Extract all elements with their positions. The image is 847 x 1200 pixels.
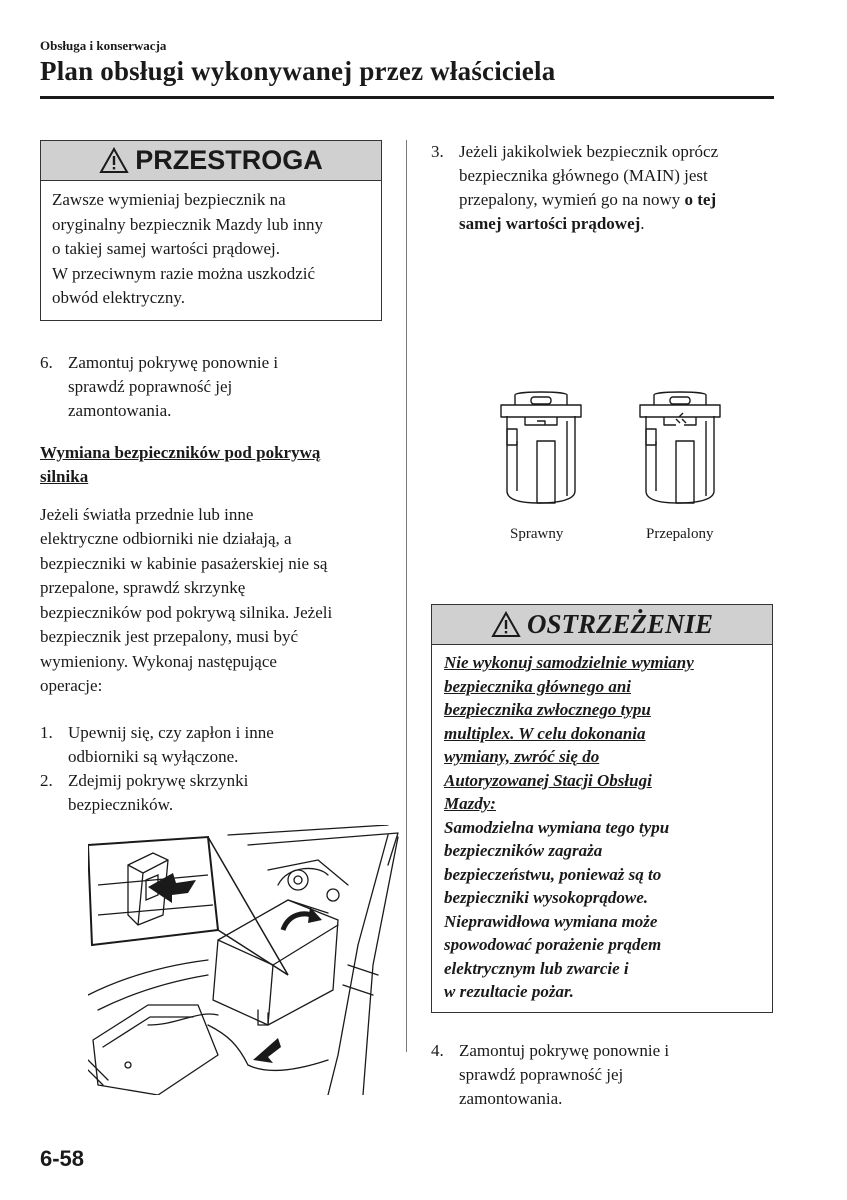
step-line: zamontowania.: [459, 1088, 563, 1108]
warning-triangle-icon: [99, 147, 129, 174]
step-number: 4.: [431, 1040, 444, 1060]
step-4: [431, 1039, 775, 1111]
warning-line: Nieprawidłowa wymiana może: [444, 911, 658, 931]
step-number: 3.: [431, 142, 444, 161]
warning-triangle-icon: [491, 611, 521, 638]
caution-heading: PRZESTROGA: [135, 145, 323, 175]
blown-fuse-label: Przepalony: [646, 526, 714, 542]
paragraph-line: bezpieczników pod pokrywą silnika. Jeżeli: [40, 602, 333, 622]
step-line: Zdejmij pokrywę skrzynki: [68, 770, 249, 790]
step-line: sprawdź poprawność jej: [68, 376, 233, 396]
warning-line: elektrycznym lub zwarcie i: [444, 958, 629, 978]
paragraph-line: bezpiecznik jest przepalony, musi być: [40, 627, 299, 646]
caution-line: obwód elektryczny.: [52, 288, 185, 307]
warning-heading: OSTRZEŻENIE: [526, 609, 714, 639]
caution-line: W przeciwnym razie można uszkodzić: [52, 263, 316, 283]
step-6: [40, 351, 386, 423]
step-2: [40, 769, 386, 817]
step-number: 2.: [40, 770, 53, 790]
fuse-comparison-figure: [431, 236, 775, 542]
step-number: 6.: [40, 352, 53, 372]
left-column: [40, 140, 386, 1095]
caution-line: o takiej samej wartości prądowej.: [52, 239, 281, 258]
warning-line: bezpieczników zagraża: [444, 841, 603, 860]
warning-line: w rezultacie pożar.: [444, 982, 574, 1001]
warning-line: Samodzielna wymiana tego typu: [444, 817, 670, 837]
step-line: [459, 212, 718, 236]
warning-line: Mazdy:: [444, 794, 496, 813]
step-line: Zamontuj pokrywę ponownie i: [68, 352, 279, 372]
page-number: 6-58: [40, 1146, 85, 1171]
paragraph-line: elektryczne odbiorniki nie działają, a: [40, 529, 292, 548]
step-text: przepalony, wymień go na nowy: [459, 190, 685, 209]
step-line: [459, 188, 718, 212]
warning-line: bezpieczeństwu, ponieważ są to: [444, 864, 662, 884]
engine-fuse-box-illustration: [88, 825, 418, 1095]
intro-paragraph: [40, 503, 386, 699]
warning-line: wymiany, zwróć się do: [444, 747, 600, 766]
good-fuse-label: Sprawny: [510, 526, 564, 542]
step-bold-text: o tej: [684, 190, 717, 209]
paragraph-line: wymieniony. Wykonaj następujące: [40, 651, 277, 671]
step-line: bezpiecznika głównego (MAIN) jest: [459, 166, 708, 185]
paragraph-line: operacje:: [40, 676, 103, 695]
step-bold-text: samej wartości prądowej: [459, 214, 641, 233]
warning-body: [432, 645, 772, 1012]
page-title: Plan obsługi wykonywanej przez właściciela: [40, 56, 556, 86]
step-line: Jeżeli jakikolwiek bezpiecznik oprócz: [459, 142, 719, 161]
warning-line: multiplex. W celu dokonania: [444, 723, 646, 743]
warning-line: bezpiecznika zwłocznego typu: [444, 700, 651, 719]
step-3: [431, 140, 775, 236]
caution-line: oryginalny bezpiecznik Mazdy lub inny: [52, 214, 323, 234]
step-1: [40, 721, 386, 769]
step-text: .: [640, 214, 645, 233]
right-column: [431, 140, 775, 1111]
warning-header: [432, 605, 772, 645]
title-rule: [40, 96, 774, 99]
step-number: 1.: [40, 722, 53, 742]
step-line: sprawdź poprawność jej: [459, 1064, 624, 1084]
step-line: Upewnij się, czy zapłon i inne: [68, 722, 274, 742]
caution-box: [40, 140, 382, 321]
warning-line: Autoryzowanej Stacji Obsługi: [444, 770, 652, 790]
warning-line: spowodować porażenie prądem: [444, 935, 662, 954]
subheading-line: Wymiana bezpieczników pod pokrywą: [40, 442, 321, 462]
paragraph-line: bezpieczniki w kabinie pasażerskiej nie są: [40, 553, 328, 573]
caution-body: [41, 181, 381, 320]
step-line: bezpieczników.: [68, 794, 174, 814]
step-line: Zamontuj pokrywę ponownie i: [459, 1040, 670, 1060]
paragraph-line: Jeżeli światła przednie lub inne: [40, 504, 254, 524]
warning-line: Nie wykonuj samodzielnie wymiany: [444, 653, 694, 672]
caution-header: [41, 141, 381, 181]
subheading-line: silnika: [40, 466, 89, 486]
warning-box: [431, 604, 773, 1013]
step-line: zamontowania.: [68, 400, 172, 420]
blown-fuse-icon: [636, 391, 726, 506]
warning-line: bezpieczniki wysokoprądowe.: [444, 888, 648, 907]
warning-line: bezpiecznika głównego ani: [444, 676, 632, 696]
caution-line: Zawsze wymieniaj bezpiecznik na: [52, 190, 286, 209]
subheading: [40, 441, 386, 489]
paragraph-line: przepalone, sprawdź skrzynkę: [40, 578, 246, 597]
good-fuse-icon: [497, 391, 587, 506]
section-label: Obsługa i konserwacja: [40, 38, 167, 53]
step-line: odbiorniki są wyłączone.: [68, 746, 239, 766]
